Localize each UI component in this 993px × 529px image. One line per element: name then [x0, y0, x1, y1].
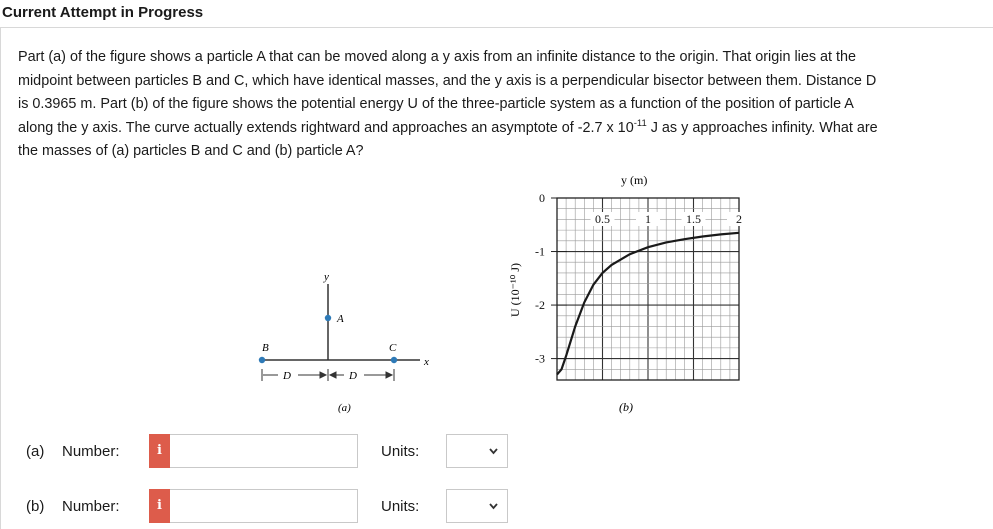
figure-b-caption: (b)	[619, 400, 633, 414]
problem-line-5: the masses of (a) particles B and C and (b) particle A?	[18, 143, 364, 160]
y-tick-label: 0	[539, 191, 545, 205]
distance-d-left: D	[283, 370, 291, 382]
chart-y-axis-label: U (10⁻¹⁰ J)	[508, 262, 522, 318]
page-title: Current Attempt in Progress	[2, 4, 204, 21]
x-tick-label: 1.5	[686, 212, 701, 226]
answer-a-units-label: Units:	[381, 443, 420, 460]
answer-a-part-label: (a)	[26, 443, 45, 460]
answer-a-number-label: Number:	[62, 443, 120, 460]
problem-line-1: Part (a) of the figure shows a particle A that can be moved along a y axis from an infinite distance to the origin. That origin lies at the	[18, 49, 857, 65]
figure-a-caption: (a)	[338, 402, 351, 414]
answer-b-number-label: Number:	[62, 498, 120, 515]
x-tick-label: 2	[736, 212, 742, 226]
problem-line-4-pre: along the y axis. The curve actually extends rightward and approaches an asymptote of -2.7 x 10	[18, 119, 634, 136]
y-tick-label: -1	[535, 244, 545, 259]
problem-line-4-post: J as y approaches infinity. What are	[646, 119, 878, 136]
fig-a-y-label: y	[324, 271, 329, 283]
chevron-down-icon	[488, 500, 499, 512]
particle-c-label: C	[389, 342, 397, 354]
chart-ticks	[535, 191, 751, 366]
distance-d-right: D	[349, 370, 357, 382]
info-icon[interactable]: i	[149, 489, 170, 523]
fig-a-x-label: x	[424, 356, 429, 368]
x-tick-label: 0.5	[595, 212, 610, 226]
answer-a-units-select[interactable]	[446, 434, 508, 468]
answer-b-number-input[interactable]	[170, 489, 358, 523]
x-tick-label: 1	[645, 212, 651, 226]
info-icon[interactable]: i	[149, 434, 170, 468]
chevron-down-icon	[488, 445, 499, 457]
answer-b-units-label: Units:	[381, 498, 420, 515]
y-tick-label: -3	[535, 351, 545, 366]
answer-b-units-select[interactable]	[446, 489, 508, 523]
answer-a-number-input[interactable]	[170, 434, 358, 468]
particle-a-label: A	[337, 313, 344, 325]
particle-b-label: B	[262, 342, 269, 354]
y-tick-label: -2	[535, 298, 545, 313]
problem-line-3: is 0.3965 m. Part (b) of the figure shows the potential energy U of the three-particle system as a function of the position of particle A	[18, 96, 854, 113]
exponent: -11	[633, 117, 647, 129]
chart-x-axis-label: y (m)	[621, 173, 648, 187]
answer-b-part-label: (b)	[26, 498, 45, 515]
problem-line-2: midpoint between particles B and C, which have identical masses, and the y axis is a perpendicular bisector between them. Distance D	[18, 72, 877, 89]
